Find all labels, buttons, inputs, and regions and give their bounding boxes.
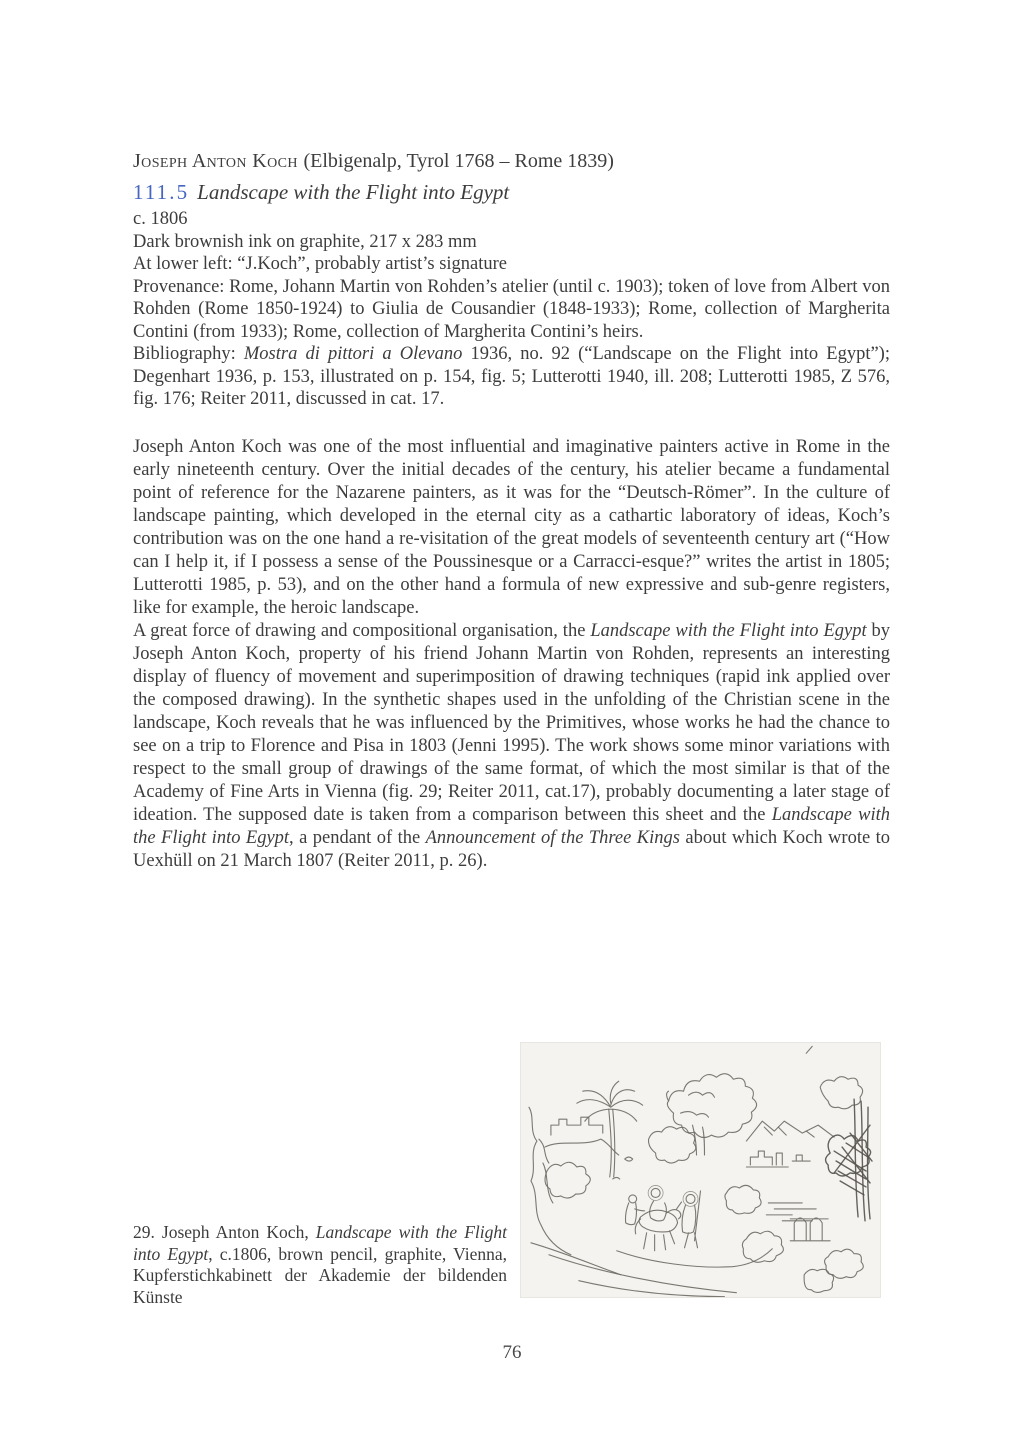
- work-title: Landscape with the Flight into Egypt: [197, 180, 510, 204]
- body-paragraph-1: Joseph Anton Koch was one of the most influential and imaginative painters active in Rome in the early nineteenth century. Over the initial decades of the century, his atelier became a fundamental point of reference for the Nazarene painters, as it was for the “Deutsch-Römer”. In the culture of landscape painting, which developed in the eternal city as a cathartic laboratory of ideas, Koch’s contribution was on the one hand a re-visitation of the great models of seventeenth century art (“How can I help it, if I possess a sense of the Poussinesque or a Carracci-esque?” writes the artist in 1805; Lutterotti 1985, p. 53), and on the other hand a formula of new expressive and sub-genre registers, like for example, the heroic landscape.: [133, 436, 890, 618]
- figure-caption: [133, 1222, 507, 1308]
- caption-segment: , c.1806, brown pencil, graphite, Vienna, Kupferstichkabinett der Akademie der bildenden Künste: [133, 1243, 507, 1307]
- catalog-number: 111.5: [133, 180, 190, 204]
- bibliography-rest: 1936, no. 92 (“Landscape on the Flight into Egypt”); Degenhart 1936, p. 153, illustrated on p. 154, fig. 5; Lutterotti 1940, ill. 208; Lutterotti 1985, Z 576, fig. 176; Reiter 2011, discussed in cat. 17.: [133, 344, 890, 409]
- date-line: c. 1806: [133, 209, 188, 229]
- paragraph-2-segment: , a pendant of the: [289, 827, 426, 848]
- inscription-line: At lower left: “J.Koch”, probably artist’s signature: [133, 254, 508, 274]
- page-number: 76: [502, 1342, 522, 1363]
- text-column: [133, 146, 890, 873]
- paragraph-2-italic-title: Landscape with the Flight into Egypt: [133, 804, 891, 848]
- figure-29-drawing: [520, 1042, 881, 1298]
- artist-line: [133, 146, 890, 176]
- paragraph-2-segment: A great force of drawing and compositional organisation, the: [133, 620, 591, 641]
- work-title-line: [133, 176, 890, 208]
- bibliography-italic-title: Mostra di pittori a Olevano: [243, 344, 463, 364]
- body-text: [133, 436, 890, 873]
- flight-into-egypt-sketch-image: [521, 1043, 880, 1297]
- entry-details: [133, 208, 890, 411]
- paragraph-2-segment: by Joseph Anton Koch, property of his friend Johann Martin von Rohden, represents an interesting display of fluency of movement and superimposition of drawing techniques (rapid ink applied over the composed drawing). In the synthetic shapes used in the unfolding of the Christian scene in the landscape, Koch reveals that he was influenced by the Primitives, whose works he had the chance to see on a trip to Florence and Pisa in 1803 (Jenni 1995). The work shows some minor variations with respect to the small group of drawings of the same format, of which the most similar is that of the Academy of Fine Arts in Vienna (fig. 29; Reiter 2011, cat.17), probably documenting a later stage of ideation. The supposed date is taken from a comparison between this sheet and the: [133, 620, 890, 825]
- bibliography-label: Bibliography:: [133, 344, 244, 364]
- provenance-text: Provenance: Rome, Johann Martin von Rohden’s atelier (until c. 1903); token of love from Albert von Rohden (Rome 1850-1924) to Giulia de Cousandier (1848-1933); Rome, collection of Margherita Contini (from 1933); Rome, collection of Margherita Contini’s heirs.: [133, 276, 890, 342]
- paragraph-2-italic-title: Landscape with the Flight into Egypt: [590, 620, 867, 641]
- paragraph-2-italic-title: Announcement of the Three Kings: [425, 827, 680, 848]
- artist-name: Joseph Anton Koch: [133, 150, 298, 172]
- body-paragraph-2: [133, 620, 890, 873]
- bibliography-text: [133, 343, 890, 411]
- caption-italic-title: Landscape with the Flight into Egypt: [133, 1222, 507, 1264]
- paragraph-2-segment: about which Koch wrote to Uexhüll on 21 March 1807 (Reiter 2011, p. 26).: [133, 827, 890, 871]
- caption-segment: 29. Joseph Anton Koch,: [133, 1222, 316, 1242]
- medium-line: Dark brownish ink on graphite, 217 x 283 mm: [133, 231, 477, 252]
- artist-dates: (Elbigenalp, Tyrol 1768 – Rome 1839): [303, 150, 614, 172]
